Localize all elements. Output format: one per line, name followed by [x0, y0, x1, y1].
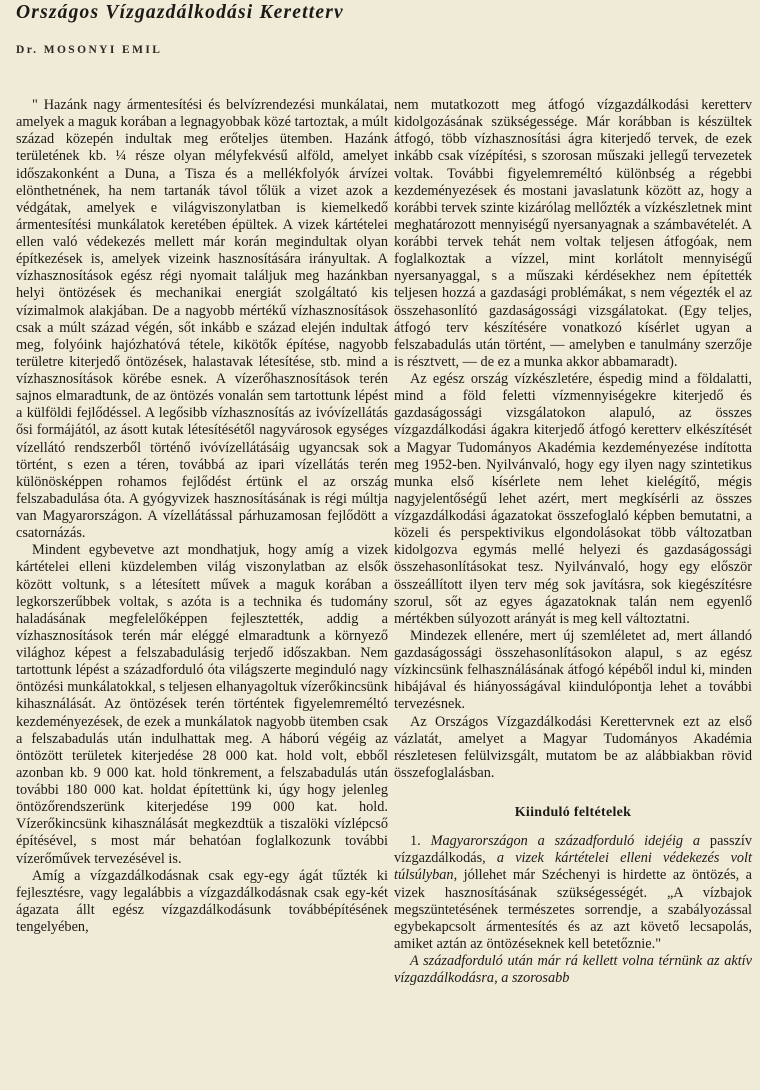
paragraph: Mindent egybevetve azt mondhatjuk, hogy amíg a vizek kártételei elleni küzdelemben világ viszonylatban az elsők között voltunk, s a létesített művek a maguk korában a legkorszerűbbek voltak, s azóta is a technika és tudomány haladásának megfelelőképpen fejlesztették, addig a vízhasznosítások terén már eléggé elmaradtunk a környező világhoz képest a felszabadulásig terjedő időszakban. Nem tartottunk lépést a századforduló óta világszerte meginduló nagy öntözési munkálatokkal, s teljesen elhanyagoltuk vízerőkincsünk kihasználását. Az öntözések terén történtek figyelemreméltó kezdeményezések, de ezek a munkálatok nagyobb ütemben csak a felszabadulás után indulhattak meg. A háború végéig az öntözött területek kiterjedése 28 000 kat. hold volt, ebből azonban kb. 9 000 kat. hold tönkrement, a felszabadulás után további 180 000 kat. holdat építettünk ki, úgy hogy jelenleg öntözőrendszerünk kiterjedése 199 000 kat. hold. Vízerőkincsünk kihasználását megkezdtük a tiszalöki vízlépcső építésével, s most már behatóan foglalkozunk további vízerőművek tervezésével is.: [16, 542, 388, 867]
paragraph: Az Országos Vízgazdálkodási Kerettervnek ezt az első vázlatát, amelyet a Magyar Tudományos Akadémia részletesen felülvizsgált, mutatom be az alábbiakban rövid összefoglalásban.: [394, 713, 752, 781]
paragraph: Amíg a vízgazdálkodásnak csak egy-egy ágát tűzték ki fejlesztésre, vagy legalábbis a vízgazdálkodásnak csak egy-két ágazata állt egész vízgazdálkodásunk továbbépítésének tengelyében,: [16, 867, 388, 935]
article-title: Országos Vízgazdálkodási Keretterv: [16, 2, 344, 23]
paragraph: Mindezek ellenére, mert új szemléletet ad, mert állandó gazdaságossági összehasonlításokon alapul, s az egész vízkincsünk felhasználásának átfogó képéből indul ki, minden hibájával és hiányosságával kiindulópontja lehet a további tervezésnek.: [394, 627, 752, 713]
paragraph: nem mutatkozott meg átfogó vízgazdálkodási keretterv kidolgozásának szükségessége. Már korábban is készültek átfogó, több vízhasznosítási ágra kiterjedő tervek, de ezek inkább csak vízépítési, s szorosan műszaki jellegű tervezetek voltak. További figyelemreméltó különbség a régebbi kezdeményezések és mostani javaslatunk között az, hogy a korábbi tervek szinte kizárólag mellőzték a vízkészletnek mint meghatározott mennyiségű nyersanyagnak a számbavételét. A korábbi tervek tehát nem voltak teljesen átfogóak, nem foglalkoztak a vízzel, mint korlátolt mennyiségű nyersanyaggal, s a műszaki kérdésekhez nem építették teljesen hozzá a gazdasági problémákat, s nem végezték el az összehasonlító gazdaságossági vizsgálatokat. (Egy teljes, átfogó terv készítésére vonatkozó kísérlet ugyan a felszabadulás után történt, — amelyben e tanulmány szerzője is résztvett, — de ez a munka akkor abbamaradt).: [394, 97, 752, 370]
section-heading: Kiinduló feltételek: [514, 805, 632, 820]
list-number: 1.: [410, 833, 421, 850]
left-column: [16, 97, 388, 936]
paragraph: Az egész ország vízkészletére, éspedig mind a földalatti, mind a föld feletti vízmennyiségekre kiterjedő és gazdaságossági vizsgálatokon alapuló, az összes vízgazdálkodási ágakra kiterjedő átfogó keretterv elkészítését a Magyar Tudományos Akadémia kezdeményezése indította meg 1952-ben. Nyilvánvaló, hogy egy ilyen nagy szintetikus munka első kísérlete nem lehet kielégítő, mégis nagyjelentőségű lehet azért, mert megkísérli az összes vízgazdálkodási ágazatokat összefoglaló képben bemutatni, a közeli és perspektivikus elgondolásokat több változatban kidolgozva egymás mellé helyezi és gazdaságossági összehasonlításokat tesz. Nyilvánvaló, hogy egy először összeállított ilyen terv még sok javításra, sok kiegészítésre szorul, sőt az egyes ágazatoknak talán nem egyenlő mértékben súlyozott arányát is meg kell változtatni.: [394, 371, 752, 627]
plain-text: jóllehet már Széchenyi is hirdette az öntözés, a vizek hasznosításának szükségességét. „A vízbajok megszüntetésének természetes sorrendje, a szabályozással egybekapcsolt ármentesítés és az azt követő lecsapolás, amiket aztán az öntözéseknek kell betetőznie.": [394, 867, 752, 952]
emphasis-text: a vizek kártételei elleni védekezés volt túlsúlyban,: [394, 850, 753, 884]
emphasis-text: A századforduló után már rá kellett volna térnünk az aktív vízgazdálkodásra, a szorosabb: [394, 953, 752, 987]
paragraph: " Hazánk nagy ármentesítési és belvízrendezési munkálatai, amelyek a maguk korában a legnagyobbak közé tartoztak, a múlt század közepén indultak meg erőteljes ütemben. Hazánk területének kb. ¼ része olyan mélyfekvésű alföld, amelyet időszakonként a Duna, a Tisza és a mellékfolyók árvízei elönthetnének, ha nem tartanák távol tőlük a vizet azok a védgátak, amelyek e világviszonylatban is kiemelkedő ármentesítési munkálatok keretében épültek. A vizek kártételei ellen való védekezés mellett már korán megindultak olyan építkezések is, amelyek vizeink hasznosítására irányultak. A vízhasznosítások egész régi nyomait találjuk meg hazánkban helyi öntözések és mechanikai energiát szolgáltató kis vízimalmok alakjában. De a nagyobb mértékű vízhasznosítások csak a múlt század végén, sőt inkább e század elején indultak meg, folyóink hajózhatóvá tétele, kikötők építése, nagyobb területre kiterjedő öntözések, halastavak létesítése, stb. mind a vízhasznosítások körébe esnek. A vízerőhasznosítások terén sajnos elmaradtunk, de az öntözés vonalán sem tartottunk lépést a külföldi fejlődéssel. A legősibb vízhasznosítás az ivóvízellátás ősi formájától, az ásott kutak létesítésétől nagyvárosok egységes vízellátó rendszerből történő ivóvízellátásáig ugyancsak sok történt, s ezen a téren, továbbá az ipari vízellátás terén különösképpen rohamos fejlődést értünk el az ország felszabadulása óta. A gyógyvizek hasznosításának is régi múltja van Magyarországon. A vízellátással párhuzamosan fejlődött a csatornázás.: [16, 97, 388, 542]
emphasis-text: Magyarországon a századforduló idejéig a: [430, 833, 701, 850]
right-column: [394, 97, 752, 987]
plain-text: passzív vízgazdálkodás,: [394, 833, 753, 867]
article-author: Dr. MOSONYI EMIL: [16, 44, 163, 56]
paragraph: [394, 953, 752, 987]
paragraph-conditions-1: [394, 833, 752, 953]
